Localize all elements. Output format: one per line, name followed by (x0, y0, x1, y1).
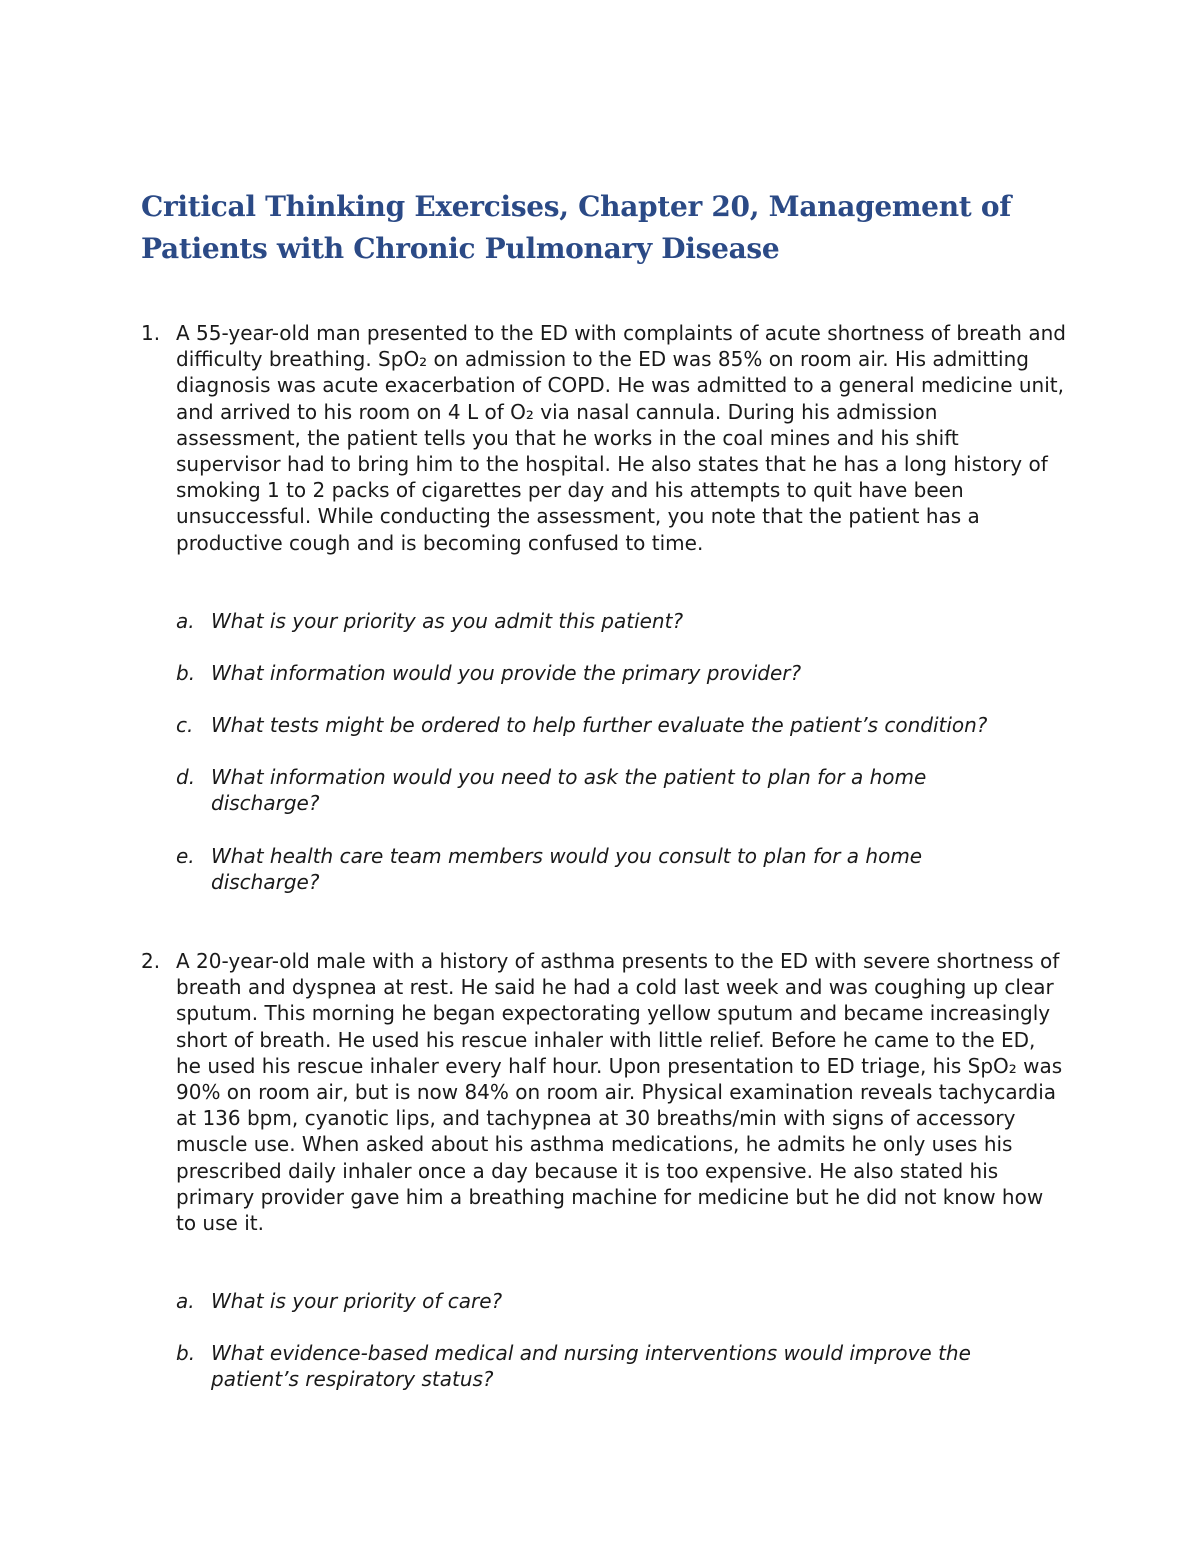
subquestion-text: What information would you need to ask the patient to plan for a home discharge? (211, 765, 927, 816)
subquestion-letter: b. (176, 1341, 196, 1365)
question-number: 1. (141, 321, 161, 345)
subquestion-text: What evidence-based medical and nursing interventions would improve the patient’s respiratory status? (211, 1341, 971, 1392)
subquestion-text: What health care team members would you consult to plan for a home discharge? (211, 844, 923, 895)
question-number: 2. (141, 949, 161, 973)
subquestion-text: What is your priority as you admit this patient? (211, 609, 684, 633)
subquestion-letter: a. (176, 609, 195, 633)
subquestion-text: What is your priority of care? (211, 1289, 503, 1313)
subquestion-letter: e. (176, 844, 195, 868)
subquestion-text: What information would you provide the primary provider? (211, 661, 802, 685)
question-text: A 20-year-old male with a history of asthma presents to the ED with severe shortness of breath and dyspnea at rest. He said he had a cold last week and was coughing up clear sputum. This morning he began expectorating yellow sputum and became increasingly short of breath. He used his rescue inhaler with little relief. Before he came to the ED, he used his rescue inhaler every half hour. Upon presentation to ED triage, his SpO₂ was 90% on room air, but is now 84% on room air. Physical examination reveals tachycardia at 136 bpm, cyanotic lips, and tachypnea at 30 breaths/min with signs of accessory muscle use. When asked about his asthma medications, he admits he only uses his prescribed daily inhaler once a day because it is too expensive. He also stated his primary provider gave him a breathing machine for medicine but he did not know how to use it. (176, 949, 1063, 1236)
subquestion-letter: d. (176, 765, 196, 789)
subquestion-letter: b. (176, 661, 196, 685)
subquestion-letter: c. (176, 713, 194, 737)
subquestion-text: What tests might be ordered to help further evaluate the patient’s condition? (211, 713, 988, 737)
question-text: A 55-year-old man presented to the ED with complaints of acute shortness of breath and difficulty breathing. SpO₂ on admission to the ED was 85% on room air. His admitting diagnosis was acute exacerbation of COPD. He was admitted to a general medicine unit, and arrived to his room on 4 L of O₂ via nasal cannula. During his admission assessment, the patient tells you that he works in the coal mines and his shift supervisor had to bring him to the hospital. He also states that he has a long history of smoking 1 to 2 packs of cigarettes per day and his attempts to quit have been unsuccessful. While conducting the assessment, you note that the patient has a productive cough and is becoming confused to time. (176, 321, 1066, 555)
page-title: Critical Thinking Exercises, Chapter 20, Management of Patients with Chronic Pulmonary Disease (141, 190, 1011, 265)
subquestion-letter: a. (176, 1289, 195, 1313)
